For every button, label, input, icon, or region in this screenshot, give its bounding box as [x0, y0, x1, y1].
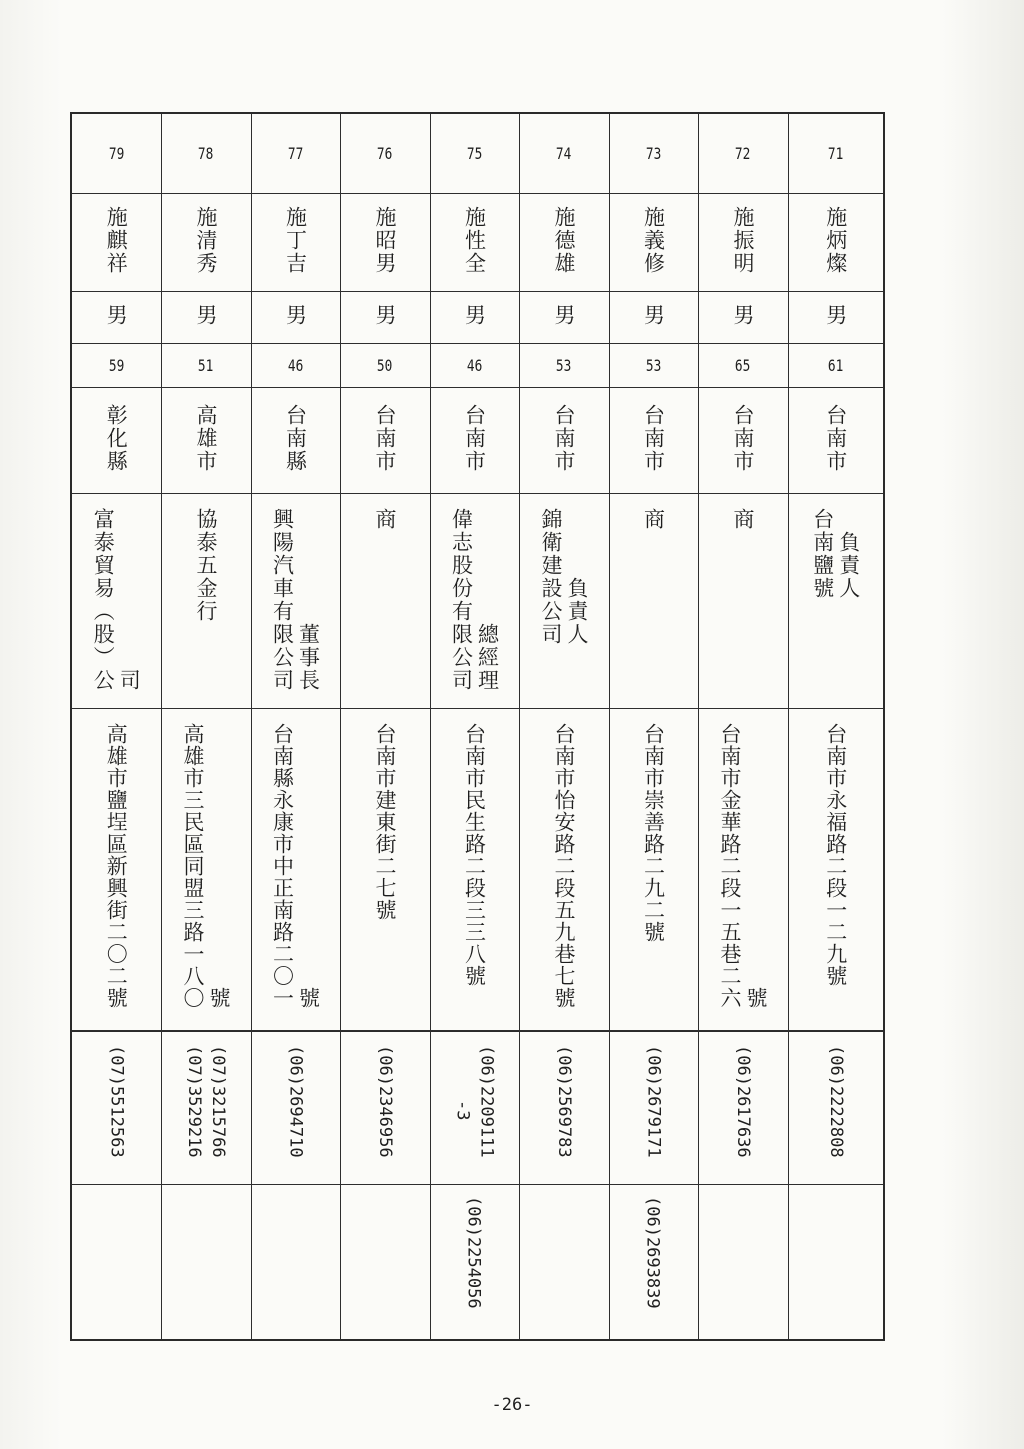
sex: 男: [373, 303, 397, 327]
secondary-phone: (06)2693839: [642, 1196, 663, 1309]
sex: 男: [104, 303, 129, 327]
entry-number: 77: [287, 143, 304, 163]
birthplace: 台南市: [731, 403, 755, 473]
person-name: 施清秀: [194, 205, 218, 275]
sex: 男: [823, 303, 848, 327]
entry-number: 76: [377, 143, 393, 163]
occupation-line: 商: [373, 507, 397, 531]
row-age: [71, 343, 884, 387]
age: 50: [377, 355, 393, 375]
phone-number: (06)2679171: [643, 1045, 664, 1158]
row-name: [71, 193, 884, 291]
phone-extension: -3: [452, 1100, 473, 1121]
address-line: 號: [744, 986, 768, 1009]
person-name: 施振明: [731, 205, 755, 275]
address-line: 台南市金華路二段一五巷二六: [718, 722, 742, 1009]
birthplace: 台南市: [641, 403, 666, 473]
age: 53: [556, 355, 572, 375]
phone-divider: [70, 1184, 883, 1185]
phone-number: (06)2569783: [554, 1045, 574, 1158]
address-line: 號: [207, 986, 231, 1009]
occupation-line: 偉志股份有限公司: [449, 507, 474, 692]
secondary-phone-row: [70, 1196, 883, 1336]
sex: 男: [731, 303, 755, 327]
birthplace: 台南市: [373, 403, 397, 473]
address-line: 台南縣永康市中正南路二〇一: [270, 722, 295, 1009]
person-name: 施義修: [641, 205, 666, 275]
occupation-line: 商: [731, 507, 755, 531]
phone-number: (06)2694710: [285, 1045, 306, 1158]
sex: 男: [194, 303, 218, 327]
age: 53: [645, 355, 662, 375]
address-line: 高雄市鹽埕區新興街二〇二號: [104, 722, 129, 1009]
address-line: 台南市怡安路二段五九巷七號: [552, 722, 576, 1009]
entry-number: 72: [735, 143, 751, 163]
roster-table: [70, 112, 885, 1032]
person-name: 施麒祥: [104, 205, 129, 275]
person-name: 施昭男: [373, 205, 397, 275]
phone-number: (07)5512563: [106, 1045, 127, 1158]
occupation-line: 錦衛建設公司: [539, 507, 563, 646]
sex: 男: [552, 303, 576, 327]
age: 59: [108, 355, 124, 375]
person-name: 施丁吉: [283, 205, 308, 275]
occupation-line: 商: [641, 507, 666, 531]
sex: 男: [462, 303, 487, 327]
phone-number: (07)3215766: [208, 1045, 228, 1158]
birthplace: 高雄市: [194, 403, 218, 473]
occupation-line: 興陽汽車有限公司: [270, 507, 295, 692]
birthplace: 彰化縣: [104, 403, 129, 473]
phone-number: (06)2346956: [375, 1045, 395, 1158]
row-sex: [71, 291, 884, 343]
age: 46: [287, 355, 304, 375]
occupation-line: 協泰五金行: [194, 507, 218, 623]
person-name: 施德雄: [552, 205, 576, 275]
address-line: 台南市建東街二七號: [373, 722, 397, 921]
entry-number: 79: [108, 143, 124, 163]
occupation-line: 負責人: [836, 530, 861, 600]
address-line: 台南市崇善路二九二號: [641, 722, 666, 943]
age: 61: [828, 355, 844, 375]
phone-number: (07)3529216: [184, 1045, 204, 1158]
birthplace: 台南市: [462, 403, 487, 473]
occupation-line: 台南鹽號: [810, 507, 835, 600]
phone-number: (06)2222808: [825, 1045, 846, 1158]
row-address: [71, 708, 884, 1031]
person-name: 施性全: [462, 205, 487, 275]
age: 51: [198, 355, 214, 375]
occupation-line: 董事長: [296, 622, 321, 692]
page-number: -26-: [491, 1395, 533, 1415]
sex: 男: [641, 303, 666, 327]
address-line: 高雄市三民區同盟三路一八〇: [181, 722, 205, 1009]
birthplace: 台南市: [552, 403, 576, 473]
entry-number: 74: [556, 143, 572, 163]
sex: 男: [283, 303, 308, 327]
address-line: 台南市民生路二段三三八號: [462, 722, 487, 987]
birthplace: 台南市: [823, 403, 848, 473]
age: 46: [466, 355, 483, 375]
row-number: [71, 113, 884, 193]
person-name: 施炳燦: [823, 205, 848, 275]
occupation-line: 總經理: [475, 622, 500, 692]
occupation-line: 負責人: [565, 576, 589, 646]
occupation-line: 富泰貿易（股）公: [91, 507, 116, 692]
address-line: 台南市永福路二段一二九號: [823, 722, 848, 987]
occupation-line: 司: [117, 668, 142, 692]
secondary-phone: (06)2254056: [463, 1196, 484, 1309]
entry-number: 75: [466, 143, 483, 163]
row-birthplace: [71, 387, 884, 493]
row-occupation: [71, 493, 884, 708]
entry-number: 73: [645, 143, 662, 163]
phone-number: (06)2209111: [476, 1045, 497, 1158]
address-line: 號: [296, 986, 321, 1009]
entry-number: 78: [198, 143, 214, 163]
entry-number: 71: [828, 143, 844, 163]
birthplace: 台南縣: [283, 403, 308, 473]
phone-number: (06)2617636: [733, 1045, 753, 1158]
age: 65: [735, 355, 751, 375]
